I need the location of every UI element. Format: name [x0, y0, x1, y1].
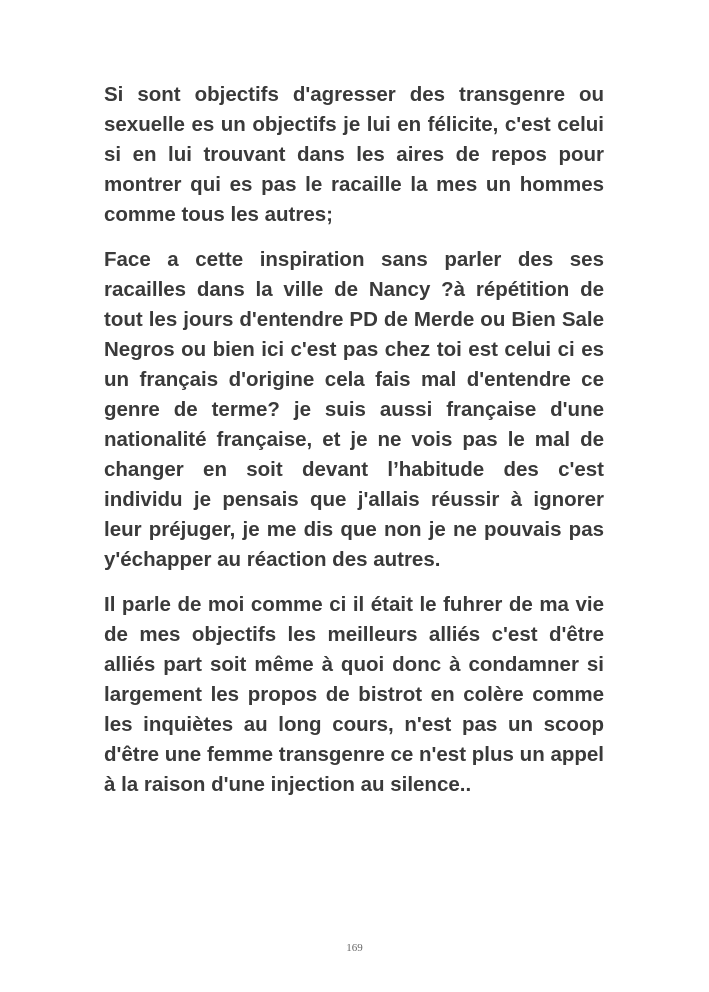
- body-text: [104, 80, 604, 815]
- paragraph-2: Face a cette inspiration sans parler des ses racailles dans la ville de Nancy ?à répétition de tout les jours d'entendre PD de Merde ou Bien Sale Negros ou bien ici c'est pas chez toi est celui ci es un français d'origine cela fais mal d'entendre ce genre de terme? je suis aussi française d'une nationalité française, et je ne vois pas le mal de changer en soit devant l’habitude des c'est individu je pensais que j'allais réussir à ignorer leur préjuger, je me dis que non je ne pouvais pas y'échapper au réaction des autres.: [104, 248, 604, 571]
- paragraph-1: Si sont objectifs d'agresser des transgenre ou sexuelle es un objectifs je lui en félicite, c'est celui si en lui trouvant dans les aires de repos pour montrer qui es pas le racaille la mes un hommes comme tous les autres;: [104, 83, 604, 226]
- paragraph-3: Il parle de moi comme ci il était le fuhrer de ma vie de mes objectifs les meilleurs alliés c'est d'être alliés part soit même à quoi donc à condamner si largement les propos de bistrot en colère comme les inquiètes au long cours, n'est pas un scoop d'être une femme transgenre ce n'est plus un appel à la raison d'une injection au silence..: [104, 593, 604, 796]
- page-number: 169: [346, 942, 363, 954]
